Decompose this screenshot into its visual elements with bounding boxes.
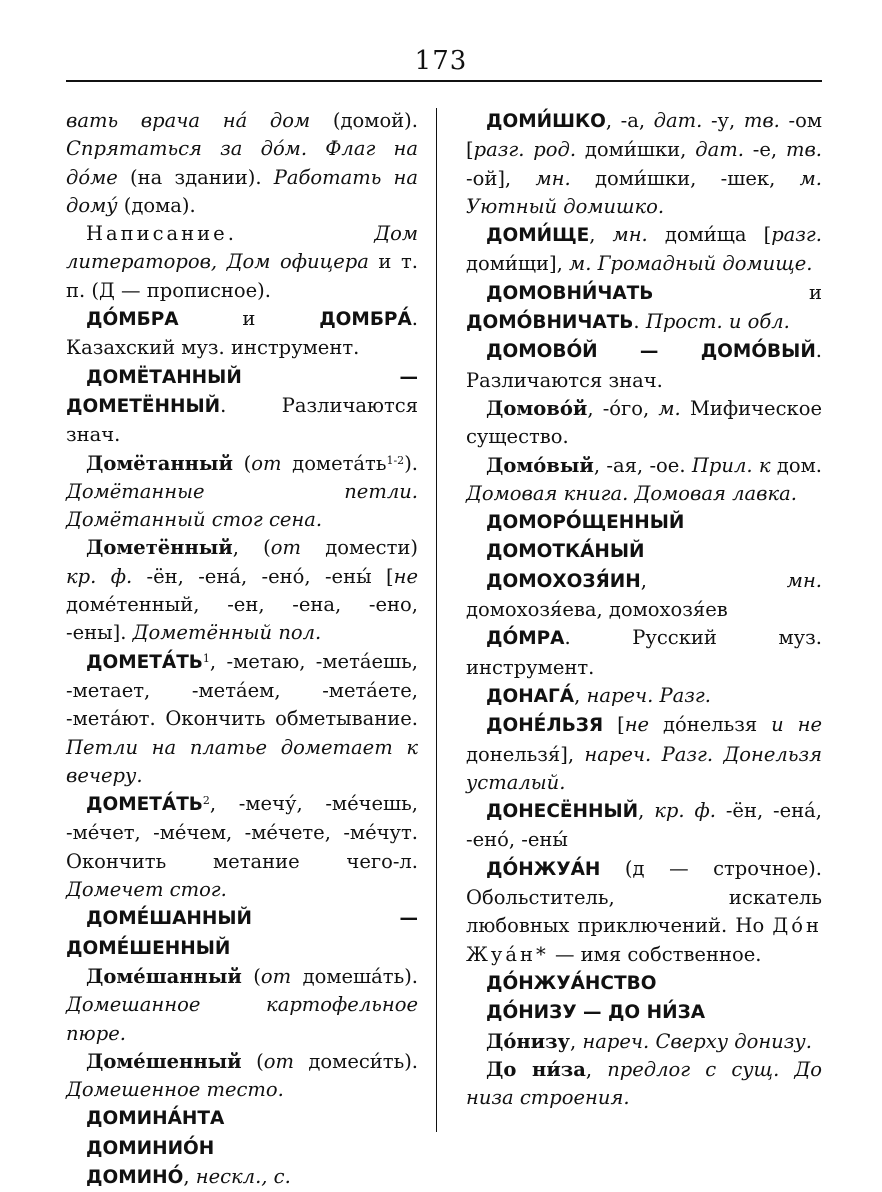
- entry-text: -ён, -ена́, -ено́, -ены́ [: [132, 564, 394, 588]
- entry-text: . Русский муз. инструмент.: [466, 626, 822, 679]
- dictionary-entry: [66, 305, 418, 363]
- entry-text: , -ая, -ое.: [593, 453, 692, 477]
- entry-text: (на здании).: [117, 165, 274, 189]
- dictionary-entry: [66, 1163, 418, 1192]
- entry-text: разг.: [771, 223, 822, 247]
- dictionary-entry: [466, 452, 822, 509]
- entry-text: доме́тенный, -ен, -ена, -ено, -ены].: [66, 593, 418, 645]
- dictionary-entry: [66, 1134, 418, 1163]
- entry-text: разг. род.: [473, 138, 577, 162]
- dictionary-entry: [66, 1104, 418, 1133]
- dictionary-entry: [466, 567, 822, 625]
- dictionary-entry: [466, 855, 822, 969]
- dictionary-entry: [466, 221, 822, 279]
- entry-text: -ён, -ена́, -ено́, -ены́: [466, 799, 822, 852]
- headword: ДОМЕТА́ТЬ: [86, 794, 203, 816]
- entry-text: мн.: [612, 223, 648, 247]
- headword: ДО́МРА: [486, 628, 565, 650]
- entry-text: не: [624, 713, 650, 737]
- dictionary-entry: [466, 682, 822, 711]
- headword: ДО́НЖУА́Н: [486, 858, 601, 880]
- entry-text: — имя собственное.: [548, 942, 762, 966]
- entry-text: м. Громадный домище.: [569, 252, 813, 276]
- entry-text: доми́ща [: [647, 223, 772, 247]
- entry-text: -ом [: [466, 109, 822, 162]
- entry-text: Прил. к: [691, 453, 771, 477]
- dictionary-entry: [466, 711, 822, 797]
- header-rule: [66, 80, 822, 82]
- dictionary-entry: [66, 963, 418, 1048]
- headword: ДОМЁТАННЫЙ — ДОМЕТЁННЫЙ: [66, 366, 418, 417]
- homonym-index: 2: [202, 794, 210, 808]
- entry-text: доми́шки, -шек,: [570, 166, 800, 190]
- dictionary-entry: [66, 107, 418, 220]
- entry-text: дат.: [653, 109, 703, 132]
- entry-text: вать врача на́ дом: [66, 109, 311, 132]
- entry-text: предлог с сущ. До низа строения.: [466, 1057, 822, 1110]
- dictionary-entry: [66, 534, 418, 647]
- right-column: [466, 107, 822, 1112]
- headword: ДОМОВНИ́ЧАТЬ: [486, 282, 654, 304]
- entry-text: Работать на дому́: [66, 165, 419, 217]
- entry-text: тв.: [743, 109, 780, 132]
- entry-text: тв.: [785, 138, 823, 162]
- headword: ДО́МБРА: [86, 309, 179, 331]
- entry-text: -е,: [743, 138, 786, 162]
- entry-text: нареч. Сверху донизу.: [582, 1029, 812, 1053]
- entry-text: и: [178, 307, 320, 331]
- entry-text: кр. ф.: [654, 799, 716, 823]
- entry-text: ,: [585, 1057, 608, 1081]
- entry-text: Дометённый: [86, 536, 233, 560]
- dictionary-entry: [466, 969, 822, 998]
- entry-text: нареч. Разг.: [586, 683, 711, 707]
- entry-text: дом.: [770, 453, 823, 477]
- entry-text: Домешенное тесто.: [66, 1078, 284, 1102]
- entry-text: До́н Жуа́н*: [466, 914, 822, 966]
- headword: ДО́НЖУА́НСТВО: [486, 972, 657, 994]
- entry-text: [237, 222, 374, 245]
- entry-text: донельзя́],: [466, 742, 585, 766]
- entry-text: доми́шки,: [576, 138, 696, 162]
- entry-text: ,: [183, 1164, 196, 1188]
- entry-text: ,: [589, 223, 613, 247]
- entry-text: домести): [301, 536, 418, 560]
- entry-text: [: [603, 713, 625, 737]
- entry-text: от: [260, 964, 292, 988]
- headword: ДО́НИЗУ — ДО НИ́ЗА: [486, 1002, 706, 1024]
- dictionary-entry: [466, 337, 822, 395]
- dictionary-entry: [66, 790, 418, 904]
- entry-text: , -о́го,: [587, 396, 659, 420]
- dictionary-entry: [66, 220, 418, 305]
- entry-text: и не: [771, 713, 822, 737]
- headword: ДОМОХОЗЯ́ИН: [486, 570, 641, 592]
- entry-text: нескл., с.: [195, 1164, 291, 1188]
- dictionary-entry: [66, 363, 418, 450]
- headword: ДОМОВО́Й — ДОМО́ВЫЙ: [486, 341, 816, 363]
- entry-text: домеси́ть).: [293, 1049, 419, 1073]
- entry-text: дат.: [695, 138, 744, 162]
- entry-text: доми́щи],: [466, 252, 570, 276]
- entry-text: (д — строчное). Обольститель, искатель любовных приключений. Но: [466, 856, 822, 938]
- entry-text: от: [263, 1049, 294, 1073]
- headword: ДОМОРО́ЩЕННЫЙ: [486, 512, 685, 534]
- entry-text: , -мечу́, -ме́чешь, -ме́чет, -ме́чем, -ме́чете, -ме́чут. Окончить метание чего-л.: [66, 792, 418, 873]
- entry-text: домеша́ть).: [291, 964, 419, 988]
- dictionary-entry: [66, 648, 418, 790]
- entry-text: . Казахский муз. инструмент.: [66, 307, 418, 360]
- entry-text: -ой],: [466, 166, 536, 190]
- homonym-index: 1: [202, 651, 210, 665]
- entry-text: До́низу: [486, 1029, 571, 1053]
- entry-text: (дома).: [117, 193, 196, 217]
- left-column: [66, 107, 418, 1192]
- headword: ДОМБРА́: [319, 309, 412, 331]
- dictionary-entry: [466, 537, 822, 566]
- entry-text: нареч. Разг. Донельзя усталый.: [466, 742, 822, 794]
- entry-text: (: [241, 1049, 264, 1073]
- dictionary-entry: [466, 624, 822, 682]
- entry-text: -у,: [702, 109, 744, 132]
- entry-text: и: [653, 280, 822, 304]
- entry-text: ,: [570, 1029, 583, 1053]
- column-divider: [436, 108, 437, 1132]
- entry-text: Домётанный: [86, 451, 233, 475]
- headword: ДОНЕСЁННЫЙ: [486, 801, 639, 823]
- entry-text: от: [270, 536, 302, 560]
- entry-text: Домовая книга. Домовая лавка.: [466, 481, 797, 505]
- entry-text: ,: [640, 568, 787, 592]
- entry-text: Домечет стог.: [66, 878, 227, 902]
- entry-text: кр. ф.: [66, 564, 133, 588]
- entry-text: от: [251, 451, 282, 475]
- entry-text: (домой).: [310, 109, 418, 132]
- headword: ДОМО́ВНИЧАТЬ: [466, 312, 634, 334]
- entry-text: Домо́вый: [486, 453, 594, 477]
- headword: ДОМИНИО́Н: [86, 1137, 215, 1159]
- entry-text: мн.: [535, 166, 571, 190]
- dictionary-entry: [466, 1028, 822, 1056]
- dictionary-entry: [466, 107, 822, 221]
- entry-text: ).: [404, 451, 418, 475]
- entry-text: (: [241, 964, 261, 988]
- entry-text: м. Уютный домишко.: [466, 166, 822, 218]
- entry-text: до́нельзя: [649, 713, 772, 737]
- dictionary-entry: [466, 1056, 822, 1113]
- headword: ДОНАГА́: [486, 685, 575, 707]
- entry-text: Домётанные петли. Домётанный стог сена.: [66, 479, 418, 532]
- entry-text: Спрятаться за до́м. Флаг на до́ме: [66, 137, 418, 189]
- dictionary-entry: [466, 279, 822, 338]
- dictionary-entry: [466, 998, 822, 1027]
- entry-text: ,: [638, 799, 655, 823]
- dictionary-entry: [66, 904, 418, 963]
- entry-text: мн.: [786, 568, 822, 592]
- entry-text: Написание.: [86, 222, 237, 246]
- headword: ДОНЕ́ЛЬЗЯ: [486, 715, 604, 737]
- entry-text: домета́ть: [281, 451, 387, 475]
- entry-text: Дом литераторов, Дом офицера: [66, 222, 418, 274]
- headword: ДОМЕТА́ТЬ: [86, 651, 203, 673]
- entry-text: Доме́шенный: [86, 1049, 242, 1073]
- page-number: 173: [414, 46, 468, 76]
- entry-text: Доме́шанный: [86, 964, 242, 988]
- headword: ДОМОТКА́НЫЙ: [486, 541, 645, 563]
- entry-text: не: [393, 564, 418, 588]
- headword: ДОМИНА́НТА: [86, 1108, 225, 1130]
- entry-text: м.: [658, 396, 681, 420]
- dictionary-entry: [66, 1048, 418, 1105]
- headword: ДОМЕ́ШАННЫЙ — ДОМЕ́ШЕННЫЙ: [66, 908, 418, 959]
- entry-text: Домешанное картофельное пюре.: [66, 993, 418, 1045]
- entry-text: , (: [232, 536, 271, 560]
- entry-text: (: [232, 451, 252, 475]
- entry-text: Мифическое существо.: [466, 396, 822, 449]
- headword: ДОМИНО́: [86, 1166, 184, 1188]
- dictionary-entry: [466, 395, 822, 452]
- entry-text: и т. п. (Д — прописное).: [66, 250, 418, 302]
- headword: ДОМИ́ЩЕ: [486, 225, 590, 247]
- entry-text: , -а,: [605, 109, 654, 132]
- entry-text: домохозя́ева, домохозя́ев: [466, 598, 728, 622]
- entry-text: Домово́й: [486, 396, 588, 420]
- entry-text: ,: [574, 683, 587, 707]
- entry-text: Петли на платье дометает к вечеру.: [66, 735, 418, 787]
- entry-text: .: [633, 310, 646, 334]
- headword: ДОМИ́ШКО: [486, 111, 606, 132]
- entry-text: . Различаются знач.: [466, 339, 822, 392]
- dictionary-entry: [466, 508, 822, 537]
- entry-text: , -метаю, -мета́ешь, -метает, -мета́ем, -мета́ете, -мета́ют. Окончить обметывание.: [66, 649, 418, 731]
- entry-text: Прост. и обл.: [645, 310, 790, 334]
- dictionary-entry: [466, 797, 822, 855]
- dictionary-entry: [66, 450, 418, 535]
- entry-text: До ни́за: [486, 1057, 586, 1081]
- entry-text: Дометённый пол.: [132, 621, 322, 645]
- homonym-index: 1-2: [386, 453, 405, 467]
- entry-text: . Различаются знач.: [66, 393, 418, 447]
